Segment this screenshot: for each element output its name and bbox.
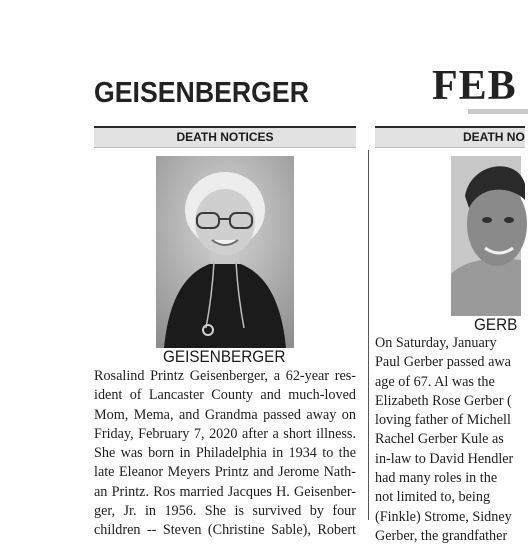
- obituary-photo-left: [156, 156, 294, 348]
- text-line: Rosalind Printz Geisenberger, a 62-year res-: [94, 368, 356, 384]
- text-line: children -- Steven (Christine Sable), Robert: [94, 522, 356, 539]
- text-line: had many roles in the: [375, 470, 498, 487]
- text-line: in-law to David Hendler: [375, 450, 514, 467]
- text-line: Mom, Mema, and Grandma passed away on: [94, 406, 356, 423]
- masthead-fragment: FEB: [432, 63, 517, 109]
- text-line: not limited to, being: [375, 489, 491, 506]
- obituary-text-right: [375, 334, 525, 544]
- obituary-name-left: GEISENBERGER: [163, 347, 286, 366]
- section-header-death-notices-right: DEATH NO: [375, 126, 525, 148]
- text-line: Gerber, the grandfather: [375, 527, 508, 544]
- text-line: loving father of Michell: [375, 412, 511, 429]
- page-title: GEISENBERGER: [94, 77, 309, 109]
- obituary-text-left: [94, 367, 356, 541]
- text-line: an Printz. Ros married Jacques H. Geisenber-: [94, 483, 356, 500]
- obituary-name-right: GERB: [474, 315, 518, 334]
- text-line: On Saturday, January: [375, 335, 497, 351]
- column-divider: [368, 150, 369, 520]
- text-line: Friday, February 7, 2020 after a short illness.: [94, 425, 356, 442]
- text-line: She was born in Philadelphia in 1934 to the: [94, 445, 356, 462]
- obituary-photo-right: [451, 156, 521, 316]
- text-line: (Finkle) Strome, Sidney: [375, 508, 512, 525]
- text-line: Paul Gerber passed awa: [375, 354, 511, 371]
- text-line: Rachel Gerber Kule as: [375, 431, 504, 448]
- masthead-underline: [468, 109, 528, 114]
- text-line: ger, Jr. in 1956. She is survived by four: [94, 503, 356, 520]
- text-line: late Eleanor Meyers Printz and Jerome Nath-: [94, 464, 356, 481]
- text-line: Elizabeth Rose Gerber (: [375, 392, 512, 409]
- text-line: age of 67. Al was the: [375, 373, 495, 390]
- section-header-death-notices: DEATH NOTICES: [94, 126, 356, 148]
- text-line: ident of Lancaster County and much-loved: [94, 387, 356, 404]
